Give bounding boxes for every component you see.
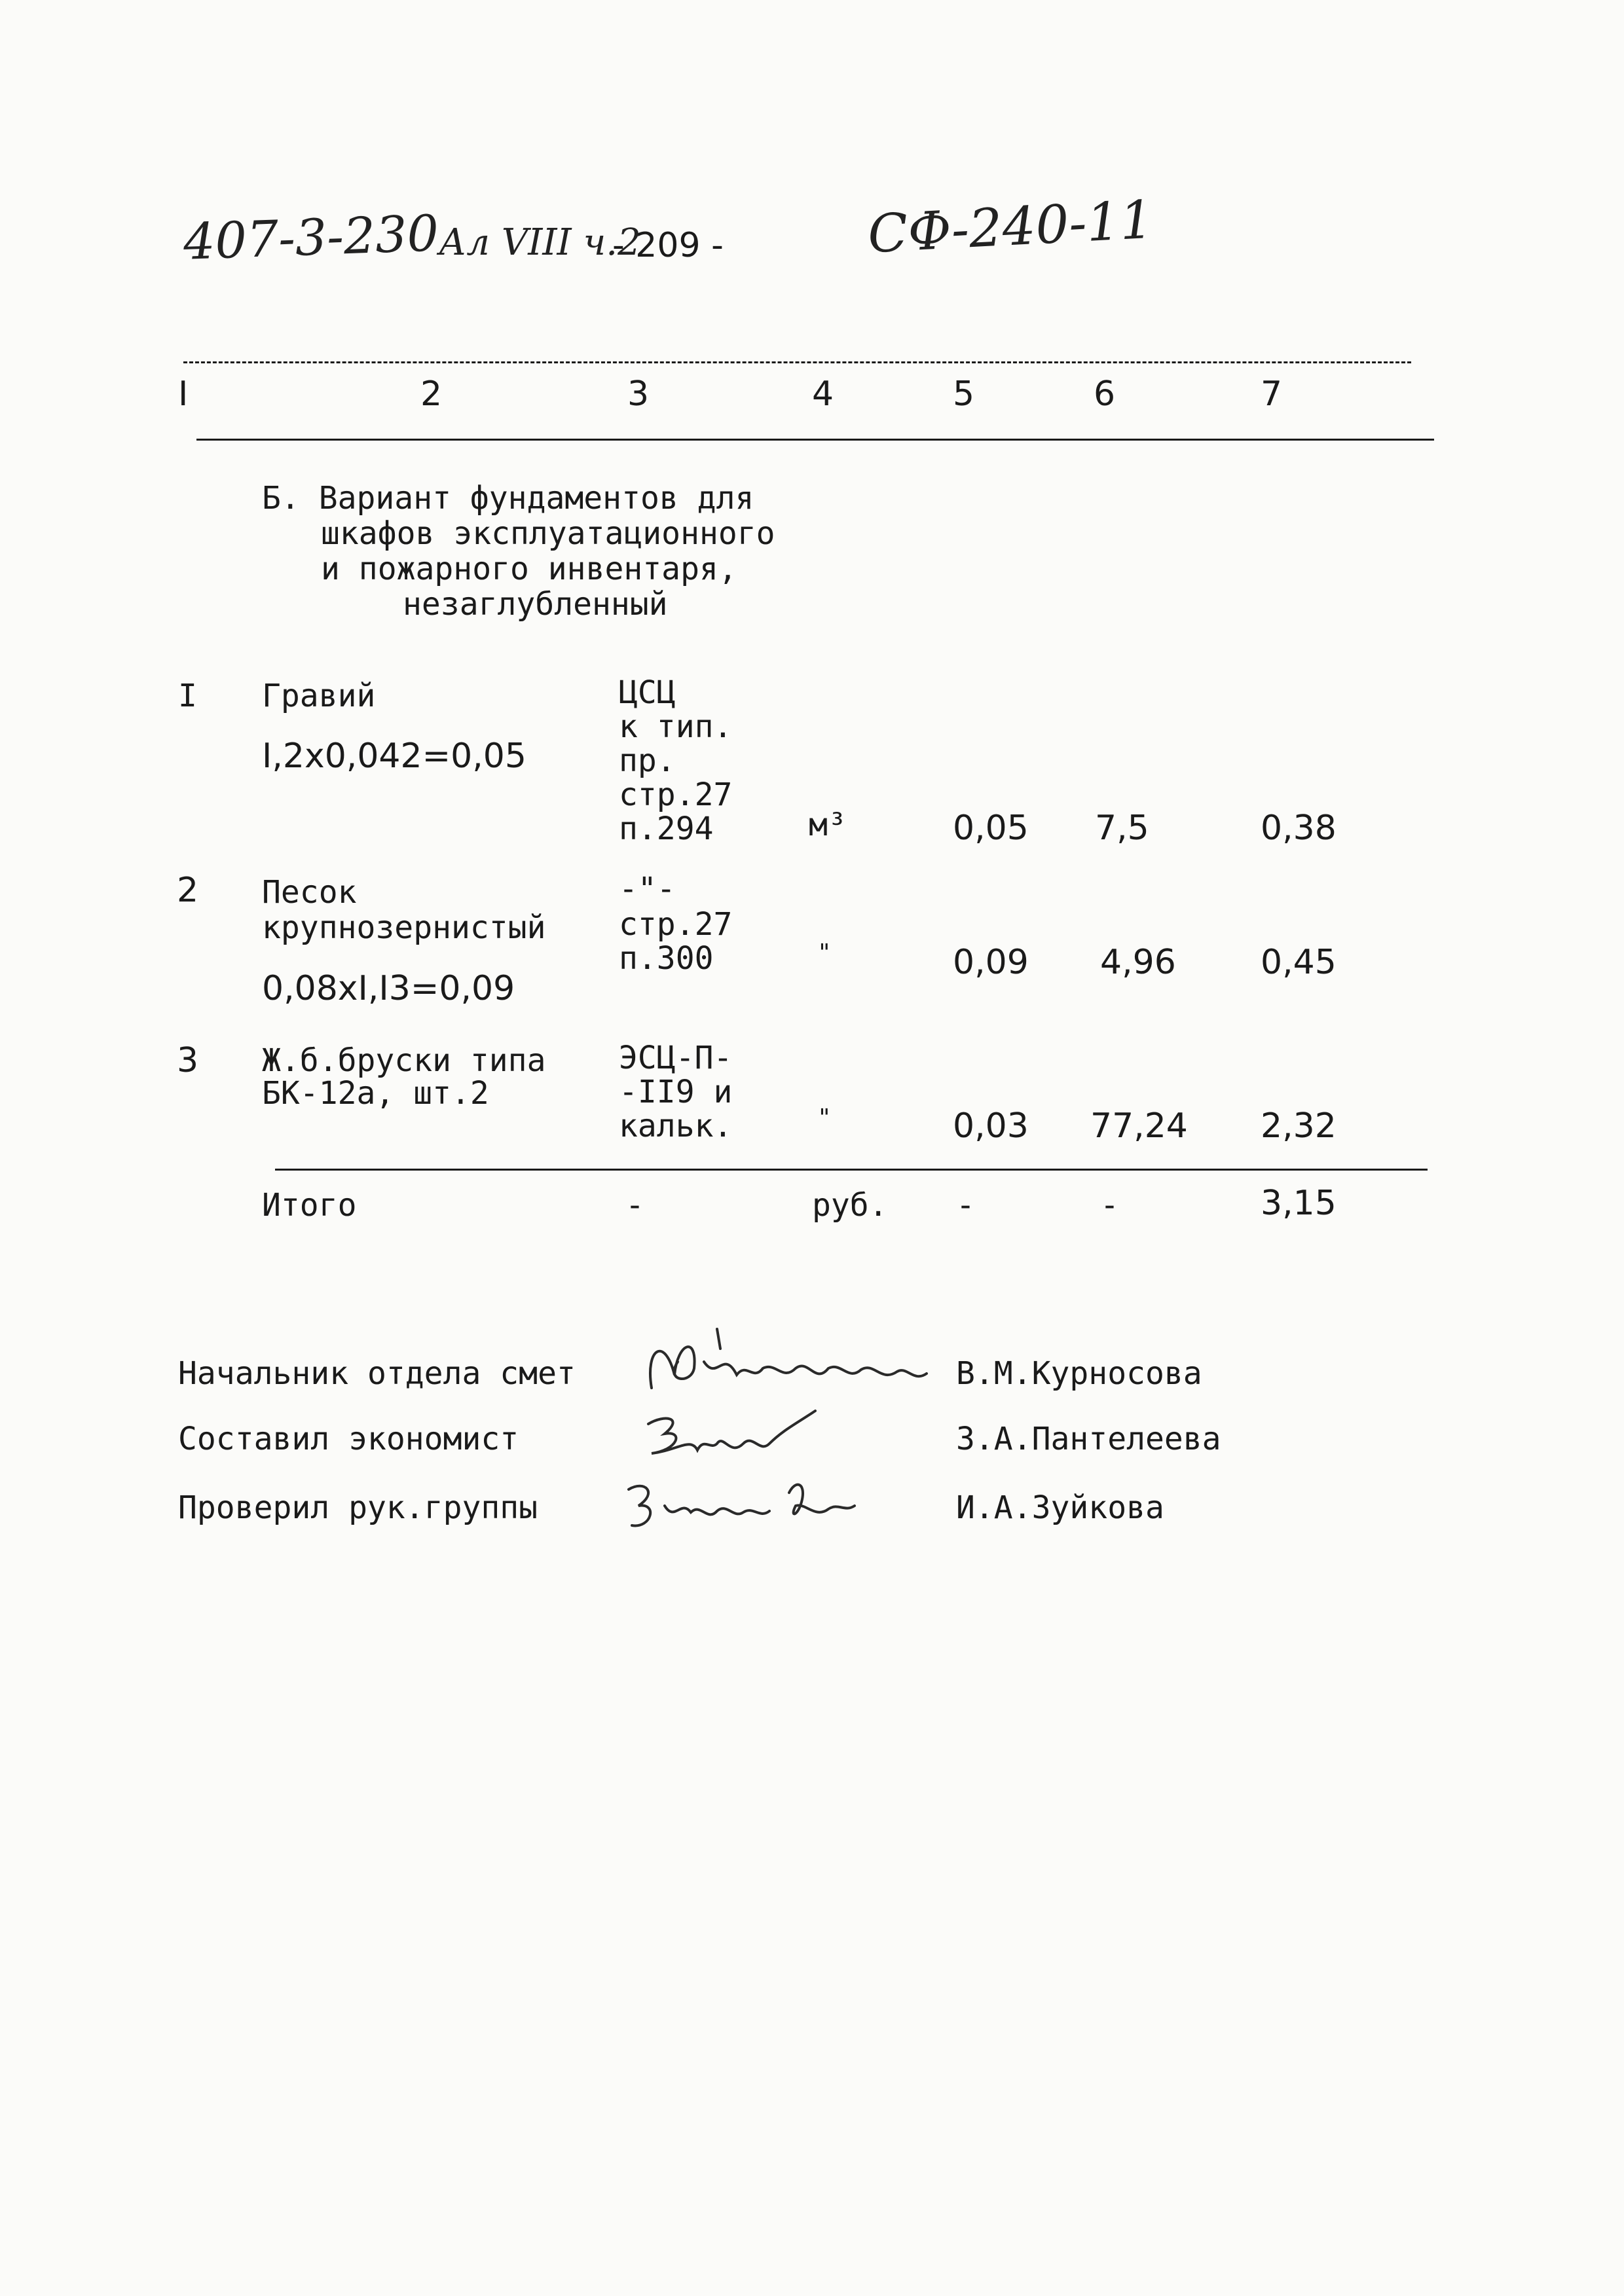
row-number: 3: [177, 1041, 199, 1080]
quantity: 0,05: [953, 809, 1029, 848]
signer-role: Проверил рук.группы: [178, 1489, 538, 1526]
document-code: СФ-240-11: [866, 189, 1155, 265]
material-name: Песок: [262, 874, 357, 911]
price-reference-line: пр.: [619, 742, 676, 779]
material-name: БК-12а, шт.2: [262, 1075, 489, 1112]
unit: ": [817, 1104, 832, 1131]
section-title-line: и пожарного инвентаря,: [321, 551, 737, 587]
total-sum: 3,15: [1261, 1184, 1337, 1223]
doc-number: 407-3-230: [182, 204, 440, 271]
total-unit: руб.: [812, 1187, 888, 1224]
price-reference-line: ЭСЦ-П-: [619, 1040, 733, 1076]
price-reference-line: кальк.: [619, 1108, 733, 1144]
total-qty: -: [956, 1187, 975, 1224]
section-title-line: шкафов эксплуатационного: [321, 515, 775, 552]
handwritten-signature: [638, 1398, 835, 1470]
total-price: -: [1100, 1187, 1119, 1224]
section-title-line: Б. Вариант фундаментов для: [262, 480, 754, 517]
sheet-reference: Ал VIII ч.2: [439, 221, 641, 264]
column-header-4: 4: [812, 374, 834, 414]
price-reference-line: -II9 и: [619, 1074, 733, 1110]
quantity: 0,09: [953, 943, 1029, 982]
price-reference-line: п.300: [619, 940, 714, 977]
total-label: Итого: [262, 1187, 357, 1224]
signer-name: И.А.Зуйкова: [956, 1489, 1164, 1526]
price-reference-line: стр.27: [619, 776, 733, 813]
price-reference-line: -"-: [619, 871, 676, 907]
column-header-6: 6: [1094, 374, 1116, 414]
row-number: I: [178, 678, 197, 714]
column-header-5: 5: [953, 374, 975, 414]
signer-role: Начальник отдела смет: [178, 1355, 576, 1392]
material-name: Гравий: [262, 678, 376, 714]
column-header-7: 7: [1261, 374, 1283, 414]
page-number: - 209 -: [612, 226, 724, 265]
total-cost: 2,32: [1261, 1106, 1337, 1146]
total-ref: -: [625, 1187, 644, 1224]
column-header-2: 2: [420, 374, 443, 414]
total-cost: 0,45: [1261, 943, 1337, 982]
row-number: 2: [177, 871, 199, 910]
price-reference-line: п.294: [619, 811, 714, 847]
price-reference-line: ЦСЦ: [619, 674, 676, 711]
quantity: 0,03: [953, 1106, 1029, 1146]
handwritten-signature: [638, 1322, 940, 1408]
material-name: Ж.б.бруски типа: [262, 1042, 546, 1079]
total-cost: 0,38: [1261, 809, 1337, 848]
section-title-line: незаглубленный: [403, 586, 668, 623]
column-header-3: 3: [627, 374, 650, 414]
unit: м³: [809, 807, 847, 843]
price-reference-line: стр.27: [619, 906, 733, 943]
handwritten-signature: [619, 1467, 868, 1539]
quantity-calculation: 0,08xI,I3=0,09: [262, 969, 515, 1008]
table-top-rule: [183, 361, 1411, 363]
header-bottom-rule: [196, 439, 1434, 441]
unit-price: 7,5: [1095, 809, 1149, 848]
signer-role: Составил экономист: [178, 1421, 519, 1457]
unit-price: 77,24: [1090, 1106, 1188, 1146]
material-name: крупнозернистый: [262, 909, 546, 946]
signer-name: З.А.Пантелеева: [956, 1421, 1221, 1457]
unit: ": [817, 939, 832, 966]
unit-price: 4,96: [1100, 943, 1176, 982]
total-rule: [275, 1169, 1428, 1171]
quantity-calculation: I,2x0,042=0,05: [262, 737, 526, 776]
price-reference-line: к тип.: [619, 708, 733, 745]
signer-name: В.М.Курносова: [956, 1355, 1202, 1392]
column-header-1: I: [178, 374, 189, 414]
